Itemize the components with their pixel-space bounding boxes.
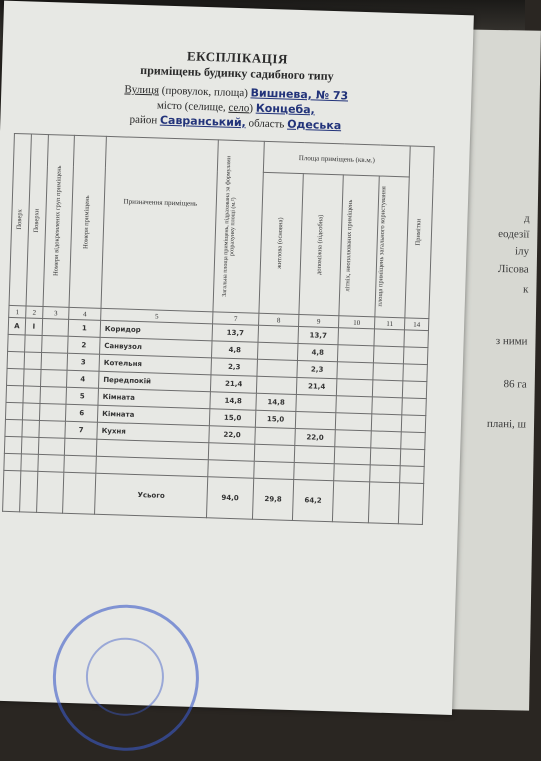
settlement-value: Концеба, [255,101,316,117]
column-number: 11 [374,317,404,330]
settlement-close: ) [249,102,254,115]
column-number: 9 [299,315,339,328]
table-header-row [13,134,434,178]
room-number: 4 [67,370,100,388]
room-number: 5 [66,387,99,405]
margin-text: з ними [495,335,528,348]
room-total-area: 14,8 [210,392,257,410]
page-title: ЕКСПЛІКАЦІЯ [186,48,289,67]
header-room-number: Номери приміщень [82,194,92,249]
column-number: 1 [9,305,26,318]
room-name: Кухня [97,422,209,443]
header-living: житлова (основна) [276,217,285,270]
room-number: 6 [65,404,98,422]
margin-text: ілу [514,245,530,258]
room-aux-area [296,394,337,412]
total-label: Усього [95,473,208,517]
room-aux-area [295,411,336,429]
header-notes: Примітки [414,218,423,246]
column-number: 14 [405,318,429,331]
room-number: 7 [65,421,98,439]
room-name: Санвузол [100,337,212,358]
room-number: 1 [68,319,101,337]
room-aux-area: 13,7 [298,327,339,345]
header-total-area: Загальна площа приміщень, підрахована за формулами розрахунку площі (м.²) [221,155,237,297]
room-aux-area: 2,3 [297,361,338,379]
margin-text: д [523,212,530,225]
header-auxiliary: допоміжна (підсобна) [315,214,325,275]
room-living-area: 14,8 [256,393,297,411]
room-total-area: 22,0 [209,426,256,444]
room-total-area: 21,4 [210,375,257,393]
header-group-numbers: Номери відокремлених груп приміщень [52,165,64,277]
room-number: 2 [68,336,101,354]
room-name: Кімната [98,388,210,409]
margin-text: плані, ш [486,417,527,431]
column-number: 2 [26,306,43,319]
room-name: Котельня [99,354,211,375]
margin-text: еодезії [498,228,530,241]
district-value: Савранський, [159,113,247,130]
room-total-area: 4,8 [211,341,258,359]
column-number: 8 [259,313,299,326]
settlement-label: місто (селище, [156,99,226,114]
margin-text: Лісова [497,263,529,276]
room-name: Коридор [100,320,212,341]
official-stamp [51,603,202,754]
street-value: Вишнева, № 73 [250,86,349,103]
column-number: 10 [339,316,375,329]
margin-text: к [522,283,529,296]
total-area: 94,0 [206,477,253,519]
total-living-area: 29,8 [252,478,293,520]
settlement-selected: село [228,101,250,115]
region-label: область [248,117,285,131]
room-living-area [257,359,298,377]
room-aux-area: 22,0 [295,428,336,446]
margin-text: 86 га [503,378,527,391]
header-purpose: Призначення приміщень [123,197,198,208]
room-total-area: 2,3 [211,358,258,376]
region-value: Одеська [286,117,342,133]
room-living-area [255,427,296,445]
room-living-area [257,342,298,360]
column-number: 4 [69,307,101,320]
room-living-area: 15,0 [255,410,296,428]
explication-page [0,1,474,715]
street-label-rest: (провулок, площа) [161,84,249,100]
header-summer: літніх, неопалюваних приміщень [343,199,354,292]
column-number: 3 [43,306,69,319]
header-area-group: Площа приміщень (кв.м.) [298,153,376,165]
room-living-area [256,376,297,394]
room-living-area [258,325,299,343]
room-number: 3 [67,353,100,371]
explication-table [2,133,435,525]
column-number: 7 [213,312,259,325]
street-label: Вулиця [124,83,160,97]
room-total-area: 13,7 [212,324,259,342]
room-name: Кімната [97,405,209,426]
room-name: Передпокій [98,371,210,392]
header-floor: Поверх [15,209,24,231]
page-subtitle: приміщень будинку садибного типу [140,62,334,84]
floor-marker: А [8,317,26,335]
room-aux-area: 21,4 [296,378,337,396]
level-marker: І [25,318,43,336]
district-label: район [129,113,158,127]
total-aux-area: 64,2 [292,479,333,521]
header-level: Поверхи [32,208,41,233]
room-total-area: 15,0 [209,409,256,427]
column-number: 5 [101,308,213,324]
header-common: площа приміщень загального користування [376,186,387,307]
room-aux-area: 4,8 [297,344,338,362]
